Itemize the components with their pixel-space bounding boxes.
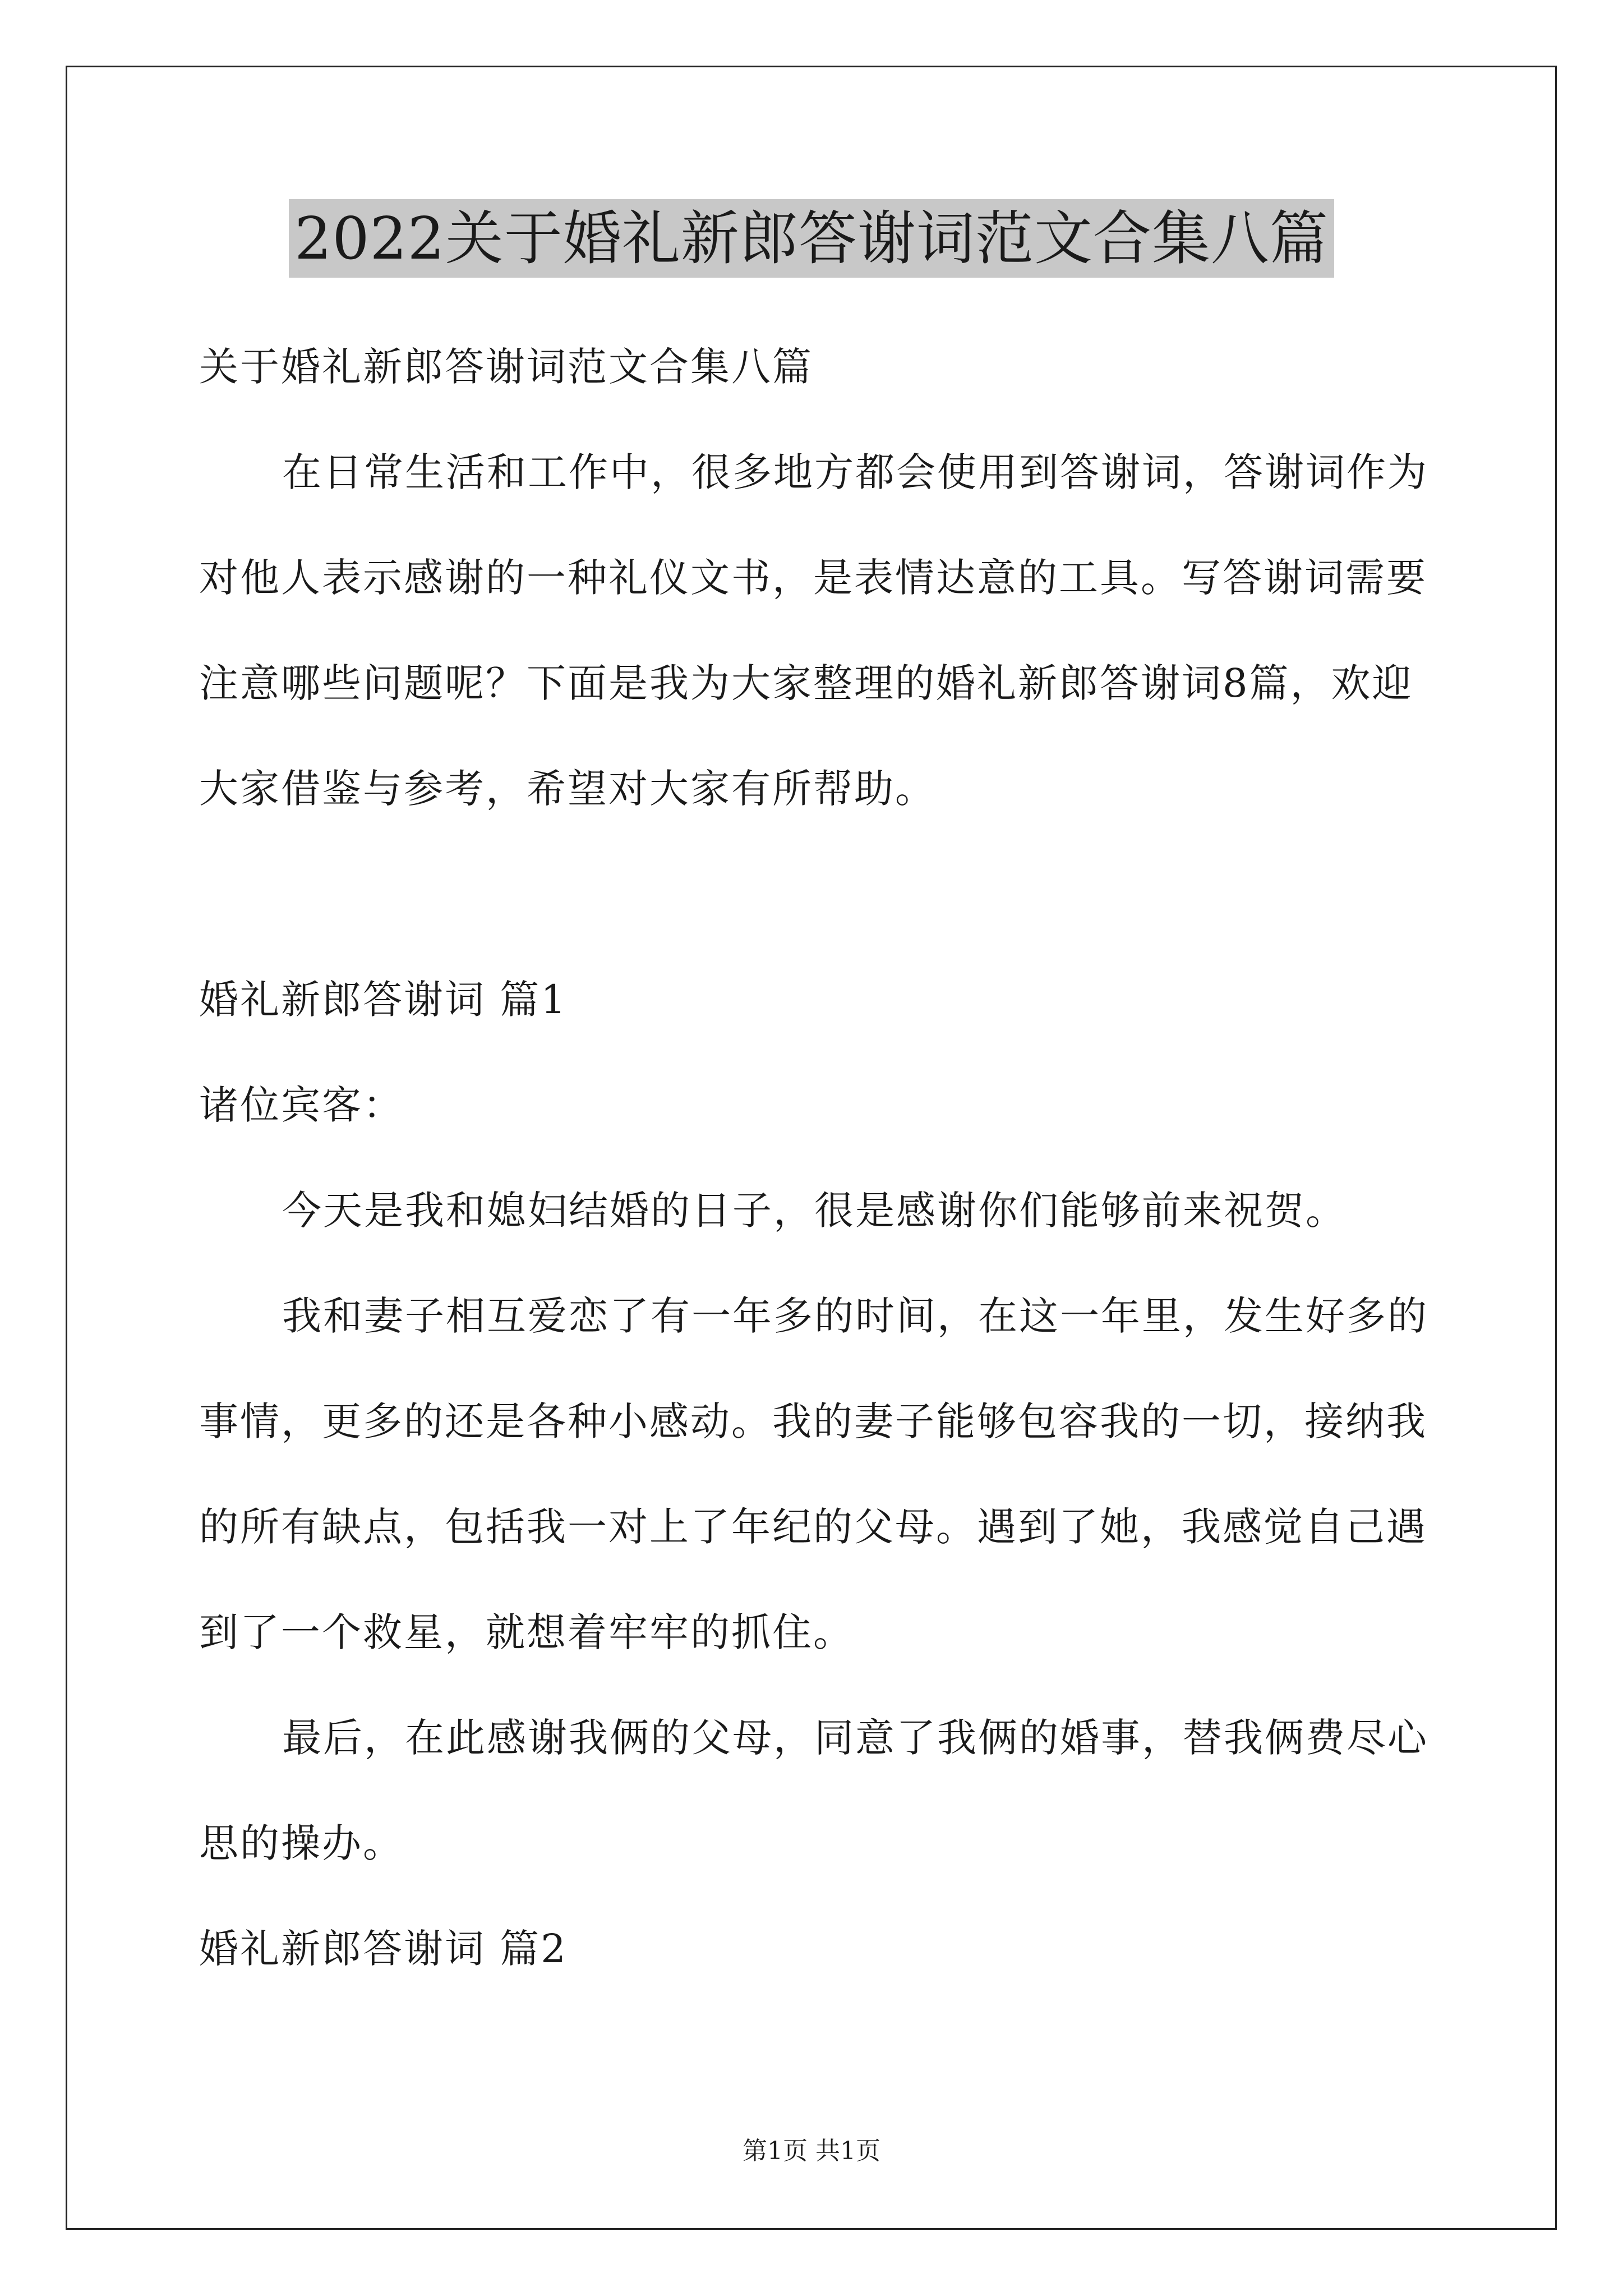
paragraph-line: 我和妻子相互爱恋了有一年多的时间，在这一年里，发生好多的 [282,1293,1428,1339]
intro-line: 对他人表示感谢的一种礼仪文书，是表情达意的工具。写答谢词需要 [199,555,1427,601]
intro-line: 注意哪些问题呢？下面是我为大家整理的婚礼新郎答谢词8篇，欢迎 [199,660,1413,706]
paragraph-line: 思的操办。 [199,1820,404,1866]
paragraph-line: 最后，在此感谢我俩的父母，同意了我俩的婚事，替我俩费尽心 [282,1715,1428,1761]
section-heading-1: 婚礼新郎答谢词 篇1 [199,977,568,1023]
salutation: 诸位宾客： [199,1082,404,1128]
paragraph-line: 事情，更多的还是各种小感动。我的妻子能够包容我的一切，接纳我 [199,1398,1427,1444]
paragraph-line: 今天是我和媳妇结婚的日子，很是感谢你们能够前来祝贺。 [282,1188,1347,1234]
document-body [199,314,1433,2001]
document-title: 2022关于婚礼新郎答谢词范文合集八篇 [289,199,1334,278]
intro-line: 在日常生活和工作中，很多地方都会使用到答谢词，答谢词作为 [282,449,1428,495]
title-wrap [0,199,1623,278]
page-footer: 第1页 共1页 [743,2137,880,2165]
paragraph-line: 的所有缺点，包括我一对上了年纪的父母。遇到了她，我感觉自己遇 [199,1504,1427,1550]
section-heading-2: 婚礼新郎答谢词 篇2 [199,1926,568,1972]
intro-line: 大家借鉴与参考，希望对大家有所帮助。 [199,766,936,812]
subtitle: 关于婚礼新郎答谢词范文合集八篇 [199,344,813,390]
blank-line [199,841,1433,947]
paragraph-line: 到了一个救星，就想着牢牢的抓住。 [199,1609,854,1655]
